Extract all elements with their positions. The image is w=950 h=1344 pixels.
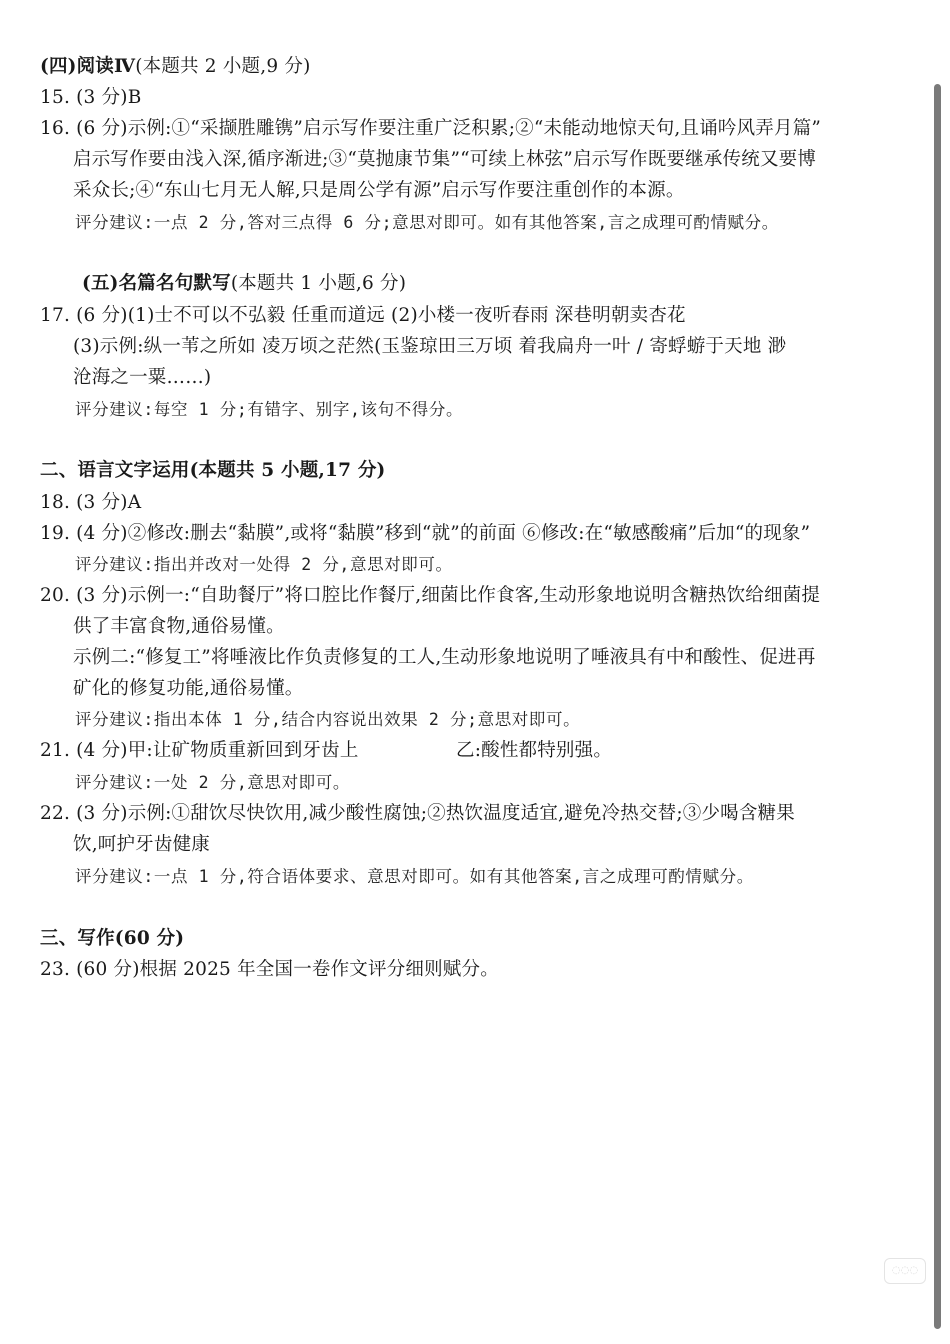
answer-q20-line-4: 矿化的修复功能,通俗易懂。 (73, 678, 304, 699)
answer-q16-line-1: 16. (6 分)示例:①“采撷胜雕镌”启示写作要注重广泛积累;②“未能动地惊天句,且诵吟风弄月篇” (40, 118, 822, 139)
section-subtitle: (本题共 1 小题,6 分) (230, 273, 407, 294)
scroll-track-top (926, 0, 950, 84)
answer-q22-line-2: 饮,呵护牙齿健康 (73, 834, 210, 855)
section-title-text: (四)阅读Ⅳ (40, 56, 136, 77)
answer-q23: 23. (60 分)根据 2025 年全国一卷作文评分细则赋分。 (40, 959, 499, 980)
watermark-logo: ◌◌◌ (884, 1258, 926, 1284)
scoring-note-q22: 评分建议:一点 1 分,符合语体要求、意思对即可。如有其他答案,言之成理可酌情赋分。 (75, 867, 754, 886)
answer-q21-part-b: 乙:酸性都特别强。 (456, 740, 613, 761)
section-title-mingpian (82, 271, 406, 297)
scoring-note-q16: 评分建议:一点 2 分,答对三点得 6 分;意思对即可。如有其他答案,言之成理可酌情赋分。 (75, 213, 779, 232)
section-title-language-use: 二、语言文字运用(本题共 5 小题,17 分) (40, 460, 386, 481)
answer-q17-line-3: 沧海之一粟……) (73, 367, 212, 388)
answer-q17-line-2: (3)示例:纵一苇之所如 凌万顷之茫然(玉鉴琼田三万顷 着我扁舟一叶 / 寄蜉蝣于天地 渺 (73, 336, 787, 357)
answer-q19: 19. (4 分)②修改:删去“黏膜”,或将“黏膜”移到“就”的前面 ⑥修改:在“敏感酸痛”后加“的现象” (40, 523, 811, 544)
scoring-note-q19: 评分建议:指出并改对一处得 2 分,意思对即可。 (75, 555, 453, 574)
answer-q18: 18. (3 分)A (40, 492, 142, 513)
scoring-note-q21: 评分建议:一处 2 分,意思对即可。 (75, 773, 350, 792)
answer-q20-line-3: 示例二:“修复工”将唾液比作负责修复的工人,生动形象地说明了唾液具有中和酸性、促进再 (73, 647, 816, 668)
answer-q20-line-1: 20. (3 分)示例一:“自助餐厅”将口腔比作餐厅,细菌比作食客,生动形象地说明含糖热饮给细菌提 (40, 585, 821, 606)
answer-q16-line-2: 启示写作要由浅入深,循序渐进;③“莫抛康节集”“可续上林弦”启示写作既要继承传统又要博 (73, 149, 817, 170)
answer-q17-line-1: 17. (6 分)(1)士不可以不弘毅 任重而道远 (2)小楼一夜听春雨 深巷明朝卖杏花 (40, 305, 686, 326)
section-subtitle: (本题共 2 小题,9 分) (135, 56, 311, 77)
section-title-text: (五)名篇名句默写 (82, 273, 231, 294)
scoring-note-q20: 评分建议:指出本体 1 分,结合内容说出效果 2 分;意思对即可。 (75, 710, 581, 729)
answer-q20-line-2: 供了丰富食物,通俗易懂。 (73, 616, 285, 637)
answer-q22-line-1: 22. (3 分)示例:①甜饮尽快饮用,减少酸性腐蚀;②热饮温度适宜,避免冷热交替;③少喝含糖果 (40, 803, 795, 824)
answer-q21-part-a: 21. (4 分)甲:让矿物质重新回到牙齿上 (40, 740, 359, 761)
section-title-reading-4 (40, 54, 311, 80)
scrollbar-thumb[interactable] (934, 84, 941, 1329)
scoring-note-q17: 评分建议:每空 1 分;有错字、别字,该句不得分。 (75, 400, 464, 419)
answer-q15: 15. (3 分)B (40, 87, 142, 108)
section-title-writing: 三、写作(60 分) (40, 928, 185, 949)
answer-q16-line-3: 采众长;④“东山七月无人解,只是周公学有源”启示写作要注重创作的本源。 (73, 180, 685, 201)
